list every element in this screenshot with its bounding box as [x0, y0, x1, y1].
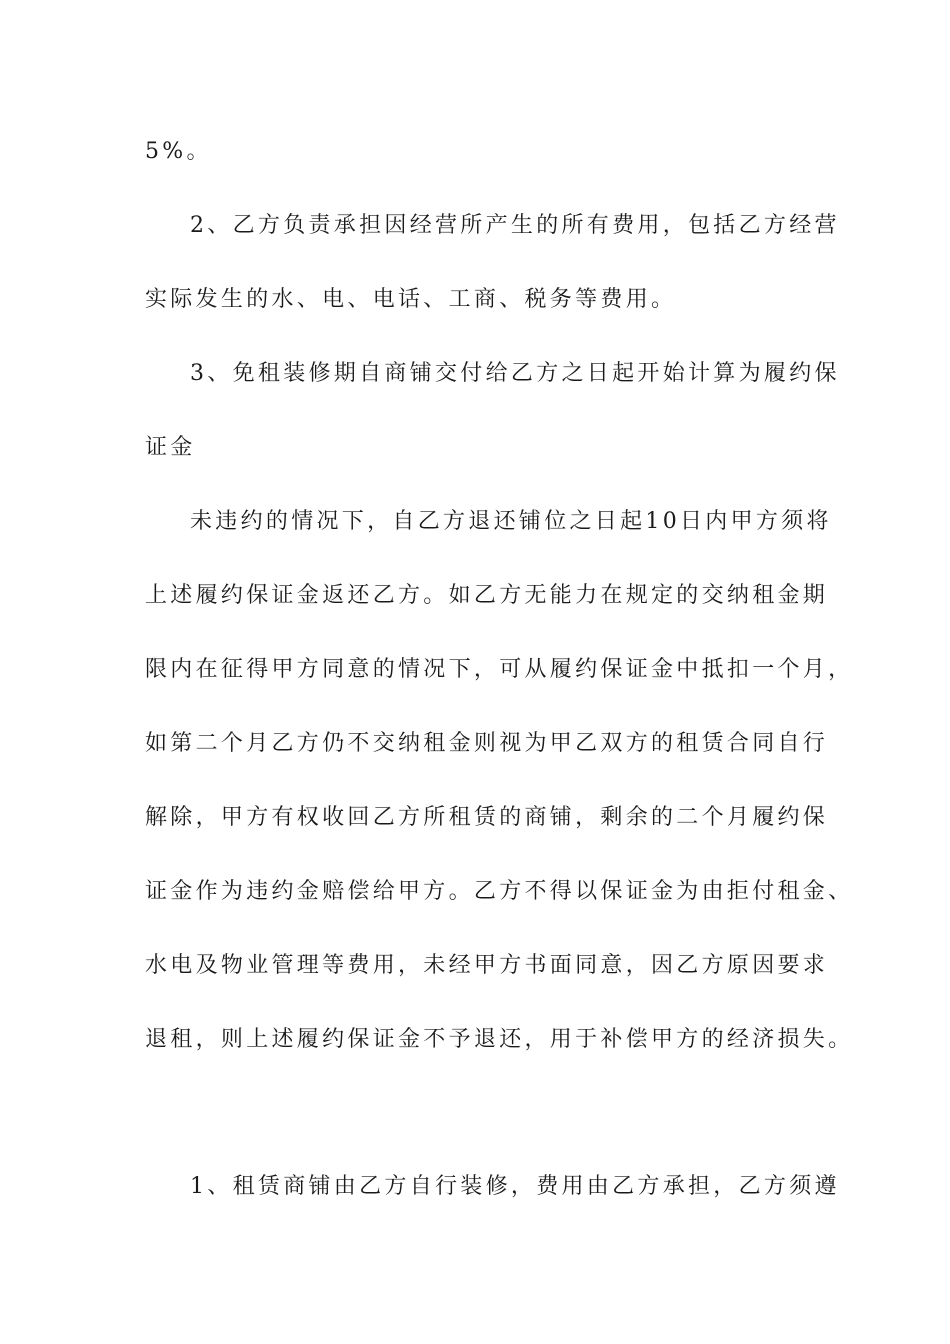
paragraph-4-line-5: 解除，甲方有权收回乙方所租赁的商铺，剩余的二个月履约保 [145, 805, 829, 830]
paragraph-4-line-2: 上述履约保证金返还乙方。如乙方无能力在规定的交纳租金期 [145, 583, 829, 608]
paragraph-4-line-7: 水电及物业管理等费用，未经甲方书面同意，因乙方原因要求 [145, 953, 829, 978]
paragraph-4-line-4: 如第二个月乙方仍不交纳租金则视为甲乙双方的租赁合同自行 [145, 731, 829, 756]
paragraph-5-line-1: 1、租赁商铺由乙方自行装修，费用由乙方承担，乙方须遵 [190, 1174, 840, 1199]
paragraph-4-line-8: 退租，则上述履约保证金不予退还，用于补偿甲方的经济损失。 [145, 1027, 854, 1052]
paragraph-2-line-2: 实际发生的水、电、电话、工商、税务等费用。 [145, 287, 677, 312]
paragraph-3-line-2: 证金 [145, 435, 196, 460]
paragraph-4-line-3: 限内在征得甲方同意的情况下，可从履约保证金中抵扣一个月， [145, 657, 854, 682]
paragraph-4-line-6: 证金作为违约金赔偿给甲方。乙方不得以保证金为由拒付租金、 [145, 879, 854, 904]
paragraph-2-line-1: 2、乙方负责承担因经营所产生的所有费用，包括乙方经营 [190, 213, 840, 238]
paragraph-4-line-1: 未违约的情况下，自乙方退还铺位之日起10日内甲方须将 [190, 509, 832, 534]
paragraph-3-line-1: 3、免租装修期自商铺交付给乙方之日起开始计算为履约保 [190, 361, 840, 386]
text-line: 5%。 [145, 139, 212, 164]
